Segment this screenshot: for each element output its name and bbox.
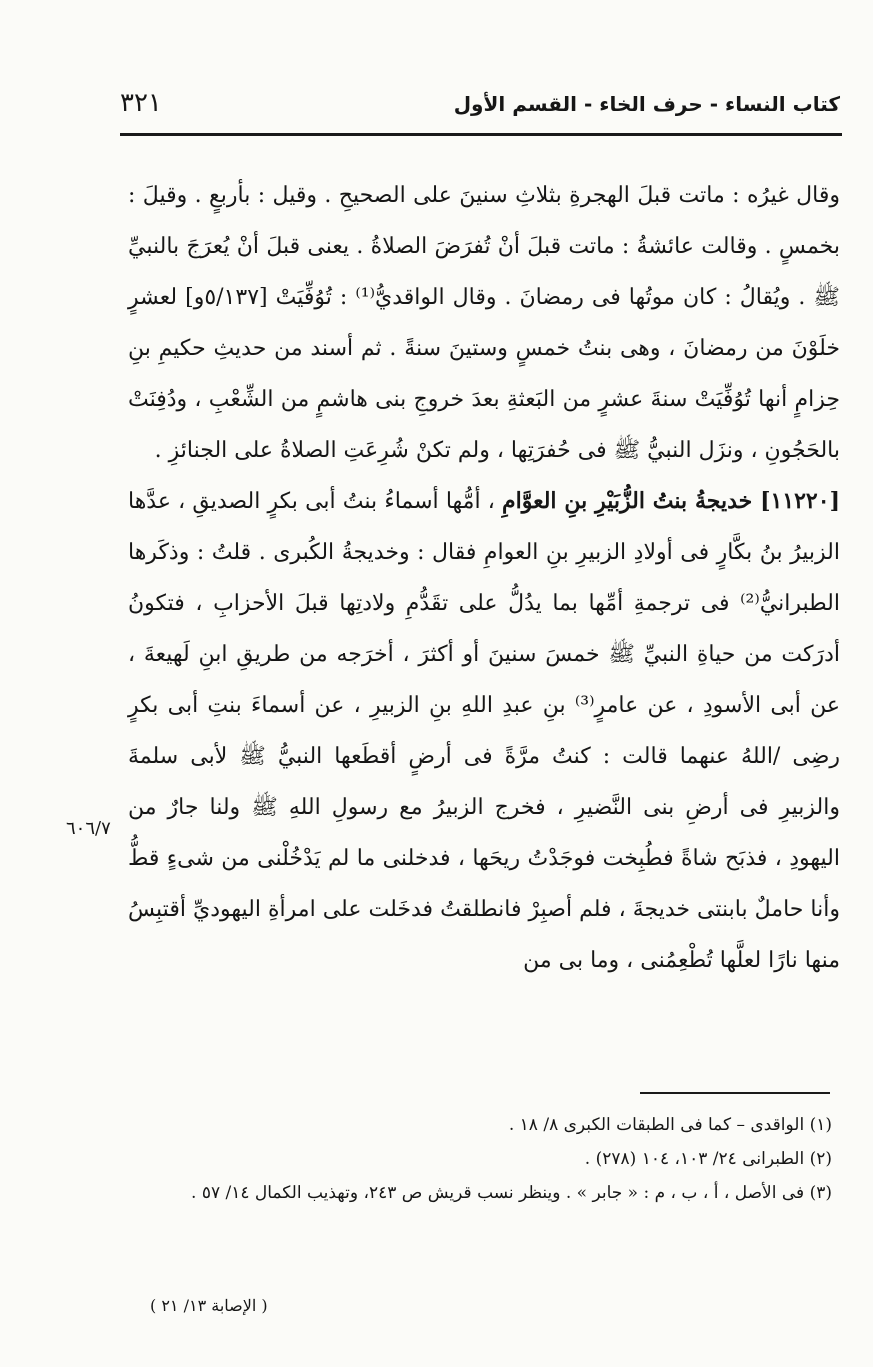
footnote-1: (١) الواقدى – كما فى الطبقات الكبرى ٨/ ١٨ . (508, 1115, 832, 1135)
page-number: ٣٢١ (120, 88, 162, 118)
footnote-2: (٢) الطبرانى ٢٤/ ١٠٣، ١٠٤ (٢٧٨) . (584, 1149, 832, 1169)
header-title: كتاب النساء - حرف الخاء - القسم الأول (453, 92, 840, 116)
signature-mark: ( الإصابة ١٣/ ٢١ ) (150, 1296, 268, 1315)
main-text (128, 170, 840, 986)
entry-heading: [١١٢٢٠] خديجةُ بنتُ الزُّبَيْرِ بنِ العوَّامِ (502, 488, 840, 514)
margin-reference: ٦٠٦/٧ (66, 818, 111, 839)
footnote-3: (٣) فى الأصل ، أ ، ب ، م : « جابر » . وينظر نسب قريش ص ٢٤٣، وتهذيب الكمال ١٤/ ٥٧ . (191, 1183, 832, 1203)
footnotes (120, 1108, 832, 1210)
paragraph-2 (128, 476, 840, 986)
paragraph-1: وقال غيرُه : ماتت قبلَ الهجرةِ بثلاثِ سنينَ على الصحيحِ . وقيل : بأربعٍ . وقيلَ : بخمسٍ . وقالت عائشةُ : ماتت قبلَ أنْ تُفرَضَ الصلاةُ . يعنى قبلَ أنْ يُعرَجَ بالنبيِّ ﷺ . ويُقالُ : كان موتُها فى رمضانَ . وقال الواقديُّ⁽¹⁾ : تُوُفِّيَتْ [٥/١٣٧و] لعشرٍ خلَوْنَ من رمضانَ ، وهى بنتُ خمسٍ وستينَ سنةً . ثم أسند من حديثِ حكيمِ بنِ حِزامٍ أنها تُوُفِّيَتْ سنةَ عشرٍ من البَعثةِ بعدَ خروجِ بنى هاشمٍ من الشِّعْبِ ، ودُفِنَتْ بالحَجُونِ ، ونزَل النبيُّ ﷺ فى حُفرَتِها ، ولم تكنْ شُرِعَتِ الصلاةُ على الجنائزِ . (128, 183, 840, 463)
running-header (120, 86, 840, 126)
header-divider (120, 133, 842, 136)
footnote-divider (640, 1092, 830, 1094)
entry-text: ، أمُّها أسماءُ بنتُ أبى بكرٍ الصديقِ ، عدَّها الزبيرُ بنُ بكَّارٍ فى أولادِ الزبيرِ بنِ العوامِ فقال : وخديجةُ الكُبرى . قلتُ : وذكَرها الطبرانيُّ⁽²⁾ فى ترجمةِ أمِّها بما يدُلُّ على تقَدُّمِ ولادتِها قبلَ الأحزابِ ، فتكونُ أدرَكت من حياةِ النبيِّ ﷺ خمسَ سنينَ أو أكثرَ ، أخرَجه من طريقِ ابنِ لَهيعةَ ، عن أبى الأسودِ ، عن عامرٍ⁽³⁾ بنِ عبدِ اللهِ بنِ الزبيرِ ، عن أسماءَ بنتِ أبى بكرٍ رضِى /اللهُ عنهما قالت : كنتُ مرَّةً فى أرضٍ أقطَعها النبيُّ ﷺ لأبى سلمةَ والزبيرِ فى أرضِ بنى النَّضيرِ ، فخرج الزبيرُ مع رسولِ اللهِ ﷺ ولنا جارٌ من اليهودِ ، فذبَح شاةً فطُبِخت فوجَدْتُ ريحَها ، فدخلنى ما لم يَدْخُلْنى من شىءٍ قطُّ وأنا حاملٌ بابنتى خديجةَ ، فلم أصبِرْ فانطلقتُ فدخَلت على امرأةِ اليهوديِّ أقتبِسُ منها نارًا لعلَّها تُطْعِمُنى ، وما بى من (128, 489, 840, 973)
